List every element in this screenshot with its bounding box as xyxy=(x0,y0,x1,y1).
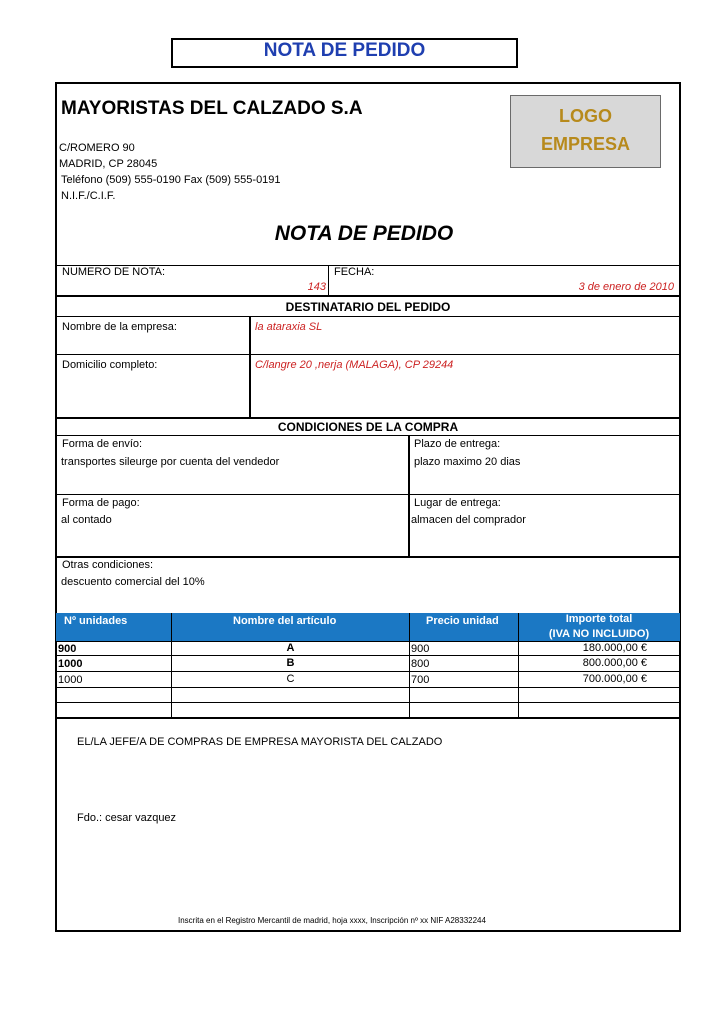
recipient-address-value: C/langre 20 ,nerja (MALAGA), CP 29244 xyxy=(255,359,454,371)
delivery-place-label: Lugar de entrega: xyxy=(414,497,501,509)
order-date-value: 3 de enero de 2010 xyxy=(578,281,674,293)
col-units-header: Nº unidades xyxy=(64,615,128,627)
divider xyxy=(56,655,680,656)
row1-units: 900 xyxy=(58,643,77,655)
logo-line-1: LOGO xyxy=(559,106,612,126)
col-item-header: Nombre del artículo xyxy=(233,615,337,627)
col-total-header-2: (IVA NO INCLUIDO) xyxy=(548,628,650,640)
order-number-value: 143 xyxy=(307,281,326,293)
payment-value: al contado xyxy=(61,514,112,526)
shipping-value: transportes sileurge por cuenta del vendedor xyxy=(61,456,280,468)
divider xyxy=(56,702,680,703)
signature-name: Fdo.: cesar vazquez xyxy=(77,812,177,824)
divider xyxy=(56,354,680,355)
order-number-label: NUMERO DE NOTA: xyxy=(62,266,166,278)
order-date-label: FECHA: xyxy=(334,266,375,278)
divider xyxy=(56,671,680,672)
company-nif: N.I.F./C.I.F. xyxy=(61,190,116,202)
row3-units: 1000 xyxy=(58,674,83,686)
divider xyxy=(56,417,680,419)
recipient-section-title: DESTINATARIO DEL PEDIDO xyxy=(285,300,451,314)
company-name: MAYORISTAS DEL CALZADO S.A xyxy=(61,98,363,119)
divider xyxy=(56,556,680,558)
company-address-2: MADRID, CP 28045 xyxy=(59,158,158,170)
row3-total: 700.000,00 € xyxy=(582,673,647,685)
divider xyxy=(249,316,251,418)
shipping-label: Forma de envío: xyxy=(62,438,143,450)
document-frame xyxy=(55,82,681,932)
col-price-header: Precio unidad xyxy=(426,615,499,627)
conditions-section-title: CONDICIONES DE LA COMPRA xyxy=(277,420,459,434)
recipient-company-value: la ataraxia SL xyxy=(255,321,323,333)
signature-line: EL/LA JEFE/A DE COMPRAS DE EMPRESA MAYORISTA DEL CALZADO xyxy=(77,736,443,748)
company-phone: Teléfono (509) 555-0190 Fax (509) 555-0191 xyxy=(61,174,281,186)
payment-label: Forma de pago: xyxy=(62,497,140,509)
divider xyxy=(56,435,680,436)
row3-price: 700 xyxy=(411,674,430,686)
divider xyxy=(408,435,410,557)
delivery-term-label: Plazo de entrega: xyxy=(414,438,501,450)
other-conditions-label: Otras condiciones: xyxy=(62,559,154,571)
delivery-place-value: almacen del comprador xyxy=(411,514,526,526)
document-title: NOTA DE PEDIDO xyxy=(274,222,454,245)
header-title: NOTA DE PEDIDO xyxy=(171,38,518,68)
company-address-1: C/ROMERO 90 xyxy=(59,142,135,154)
col-total-header-1: Importe total xyxy=(565,613,633,625)
recipient-address-label: Domicilio completo: xyxy=(62,359,158,371)
row2-units: 1000 xyxy=(58,658,83,670)
registry-footer: Inscrita en el Registro Mercantil de madrid, hoja xxxx, Inscripción nº xx NIF A28332244 xyxy=(178,916,486,925)
row1-price: 900 xyxy=(411,643,430,655)
divider xyxy=(56,494,680,495)
row3-item: C xyxy=(286,673,295,685)
divider xyxy=(56,717,680,719)
row1-total: 180.000,00 € xyxy=(582,642,647,654)
delivery-term-value: plazo maximo 20 dias xyxy=(414,456,521,468)
logo-placeholder xyxy=(510,95,661,168)
row2-item: B xyxy=(286,657,295,669)
logo-line-2: EMPRESA xyxy=(540,134,630,154)
divider xyxy=(56,295,680,297)
recipient-company-label: Nombre de la empresa: xyxy=(62,321,177,333)
divider xyxy=(409,613,410,718)
divider xyxy=(56,316,680,317)
divider xyxy=(56,687,680,688)
row1-item: A xyxy=(286,642,295,654)
items-table-header xyxy=(56,613,680,641)
row2-total: 800.000,00 € xyxy=(582,657,647,669)
divider xyxy=(328,265,329,296)
row2-price: 800 xyxy=(411,658,430,670)
other-conditions-value: descuento comercial del 10% xyxy=(61,576,205,588)
